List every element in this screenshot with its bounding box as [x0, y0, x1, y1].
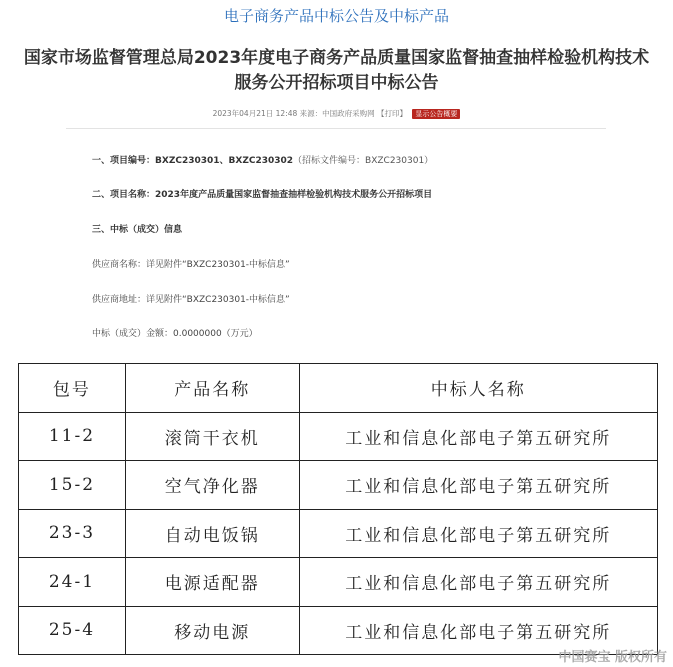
tender-doc-number: （招标文件编号：BXZC230301） — [293, 156, 434, 166]
package-no-cell: 25-4 — [19, 606, 126, 655]
product-name-cell: 空气净化器 — [125, 461, 299, 510]
winner-name-cell: 工业和信息化部电子第五研究所 — [299, 509, 657, 558]
award-info-heading: 三、中标（成交）信息 — [92, 225, 183, 235]
project-number-label: 一、项目编号： — [92, 156, 156, 166]
project-name-value: 2023年度产品质量国家监督抽查抽样检验机构技术服务公开招标项目 — [155, 190, 433, 200]
table-row — [19, 412, 658, 461]
table-header-row — [19, 364, 658, 413]
project-number-line — [92, 153, 433, 166]
winner-name-cell: 工业和信息化部电子第五研究所 — [299, 606, 657, 655]
table-row — [19, 558, 658, 607]
product-name-cell: 移动电源 — [125, 606, 299, 655]
award-table — [18, 363, 658, 655]
header-product-name: 产品名称 — [125, 364, 299, 413]
project-number-value: BXZC230301、BXZC230302 — [155, 156, 294, 166]
publish-info: 2023年04月21日 12:48 来源：中国政府采购网 — [212, 109, 375, 118]
print-link[interactable]: 【打印】 — [377, 109, 408, 118]
supplier-address-line: 供应商地址：详见附件“BXZC230301-中标信息” — [92, 295, 290, 305]
package-no-cell: 24-1 — [19, 558, 126, 607]
notice-title — [0, 46, 673, 96]
header-package-no: 包号 — [19, 364, 126, 413]
product-name-cell: 滚筒干衣机 — [125, 412, 299, 461]
winner-name-cell: 工业和信息化部电子第五研究所 — [299, 412, 657, 461]
product-name-cell: 电源适配器 — [125, 558, 299, 607]
table-row — [19, 509, 658, 558]
header-winner-name: 中标人名称 — [299, 364, 657, 413]
project-name-line — [92, 187, 432, 200]
table-row — [19, 461, 658, 510]
watermark: 中国赛宝 版权所有 — [558, 650, 667, 665]
notice-title-line1: 国家市场监督管理总局2023年度电子商务产品质量国家监督抽查抽样检验机构技术 — [23, 48, 650, 68]
package-no-cell: 11-2 — [19, 412, 126, 461]
winner-name-cell: 工业和信息化部电子第五研究所 — [299, 461, 657, 510]
notice-title-line2: 服务公开招标项目中标公告 — [234, 73, 439, 93]
page-heading-link[interactable]: 电子商务产品中标公告及中标产品 — [223, 7, 449, 25]
product-name-cell: 自动电饭锅 — [125, 509, 299, 558]
project-name-label: 二、项目名称： — [92, 190, 156, 200]
supplier-name-line: 供应商名称：详见附件“BXZC230301-中标信息” — [92, 260, 290, 270]
award-amount-line: 中标（成交）金额：0.0000000（万元） — [92, 329, 258, 339]
package-no-cell: 15-2 — [19, 461, 126, 510]
show-summary-button[interactable]: 显示公告概要 — [412, 109, 460, 119]
package-no-cell: 23-3 — [19, 509, 126, 558]
divider — [66, 128, 606, 129]
notice-meta — [0, 108, 673, 119]
winner-name-cell: 工业和信息化部电子第五研究所 — [299, 558, 657, 607]
